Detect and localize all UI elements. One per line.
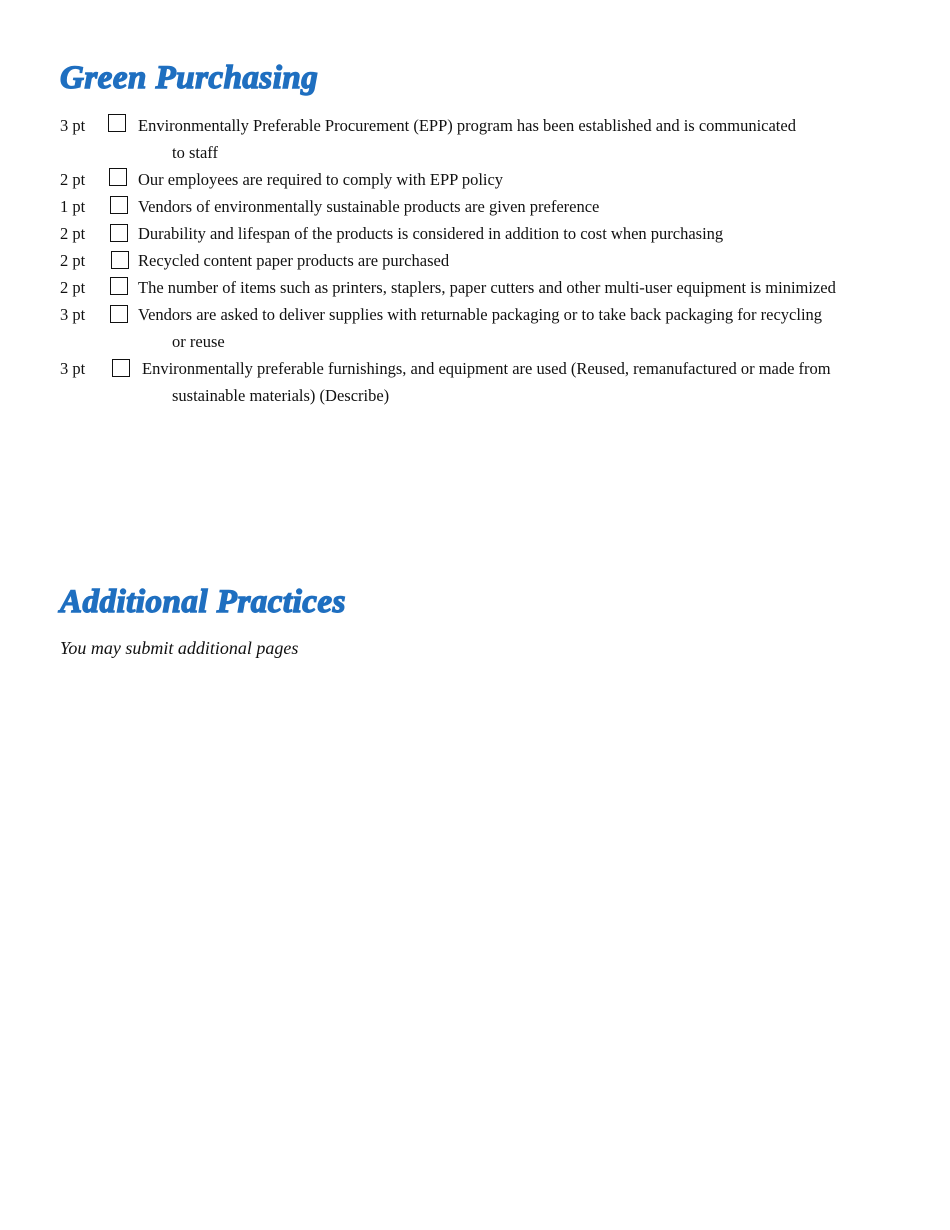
checklist-item-recycled-paper [60,247,880,274]
checklist-item-durability [60,220,880,247]
checklist-item-returnable-packaging [60,301,880,355]
points-label: 1 pt [60,197,86,216]
item-text: The number of items such as printers, staplers, paper cutters and other multi-user equipment is minimized [138,278,836,297]
additional-pages-note: You may submit additional pages [60,638,299,658]
item-text: Vendors are asked to deliver supplies with returnable packaging or to take back packaging for recycling [138,305,823,324]
item-text: Environmentally preferable furnishings, and equipment are used (Reused, remanufactured or made from [142,359,831,378]
item-text-continuation: sustainable materials) (Describe) [172,386,390,405]
checklist-item-epp-program [60,112,880,166]
checkbox[interactable] [108,114,126,132]
item-text: Vendors of environmentally sustainable products are given preference [138,197,600,216]
checkbox[interactable] [109,168,127,186]
item-text-continuation: or reuse [172,332,225,351]
item-text-continuation: to staff [172,143,218,162]
item-text: Durability and lifespan of the products is considered in addition to cost when purchasing [138,224,724,243]
item-text: Our employees are required to comply with EPP policy [138,170,504,189]
green-purchasing-heading: Green Purchasing [60,60,319,96]
item-text: Recycled content paper products are purchased [138,251,450,270]
checkbox[interactable] [110,224,128,242]
points-label: 3 pt [60,359,86,378]
checkbox[interactable] [110,277,128,295]
points-label: 2 pt [60,278,86,297]
checkbox[interactable] [110,196,128,214]
checkbox[interactable] [111,251,129,269]
points-label: 3 pt [60,116,86,135]
points-label: 3 pt [60,305,86,324]
checkbox[interactable] [112,359,130,377]
additional-practices-heading: Additional Practices [60,584,346,620]
points-label: 2 pt [60,224,86,243]
points-label: 2 pt [60,170,86,189]
checklist-item-preferable-furnishings [60,355,880,409]
checklist-item-employee-compliance [60,166,880,193]
checklist-item-sustainable-vendors [60,193,880,220]
checklist-item-shared-equipment [60,274,880,301]
item-text: Environmentally Preferable Procurement (EPP) program has been established and is communicated [138,116,796,135]
green-purchasing-checklist [60,112,880,409]
points-label: 2 pt [60,251,86,270]
checkbox[interactable] [110,305,128,323]
